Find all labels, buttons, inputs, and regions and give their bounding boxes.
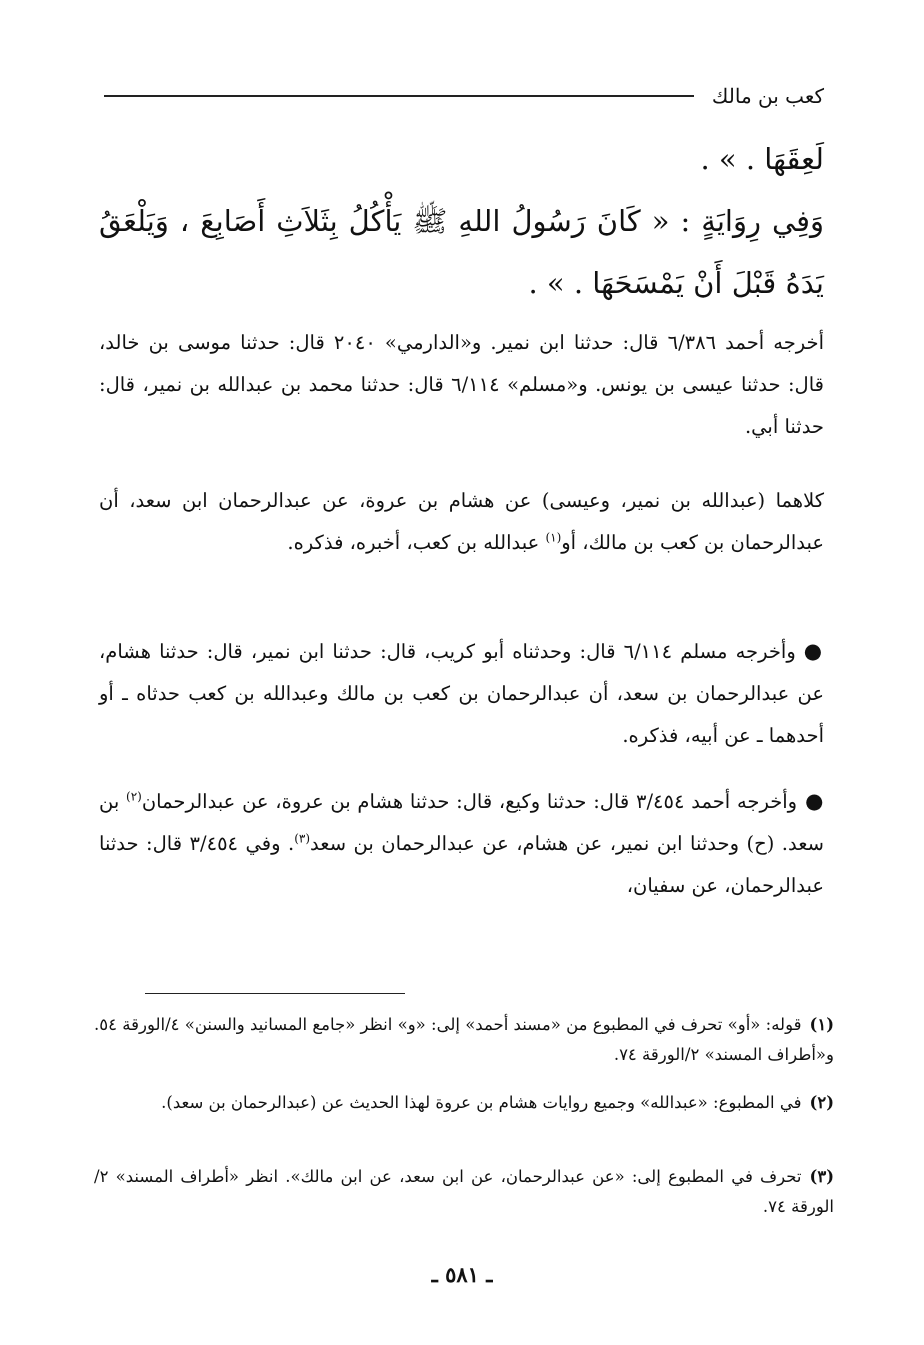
footnote-number: (٣) [809,1167,834,1186]
paragraph-2-text-b: عبدالله بن كعب، أخبره، فذكره. [287,531,546,554]
running-header [104,78,824,114]
footnote-ref-1: (١) [545,530,562,545]
header-rule [104,95,694,97]
footnote-1 [94,1010,834,1070]
page-number: ـ ٥٨١ ـ [431,1262,493,1287]
bullet-icon: ● [805,789,824,813]
hadith-text [99,128,824,314]
takhrij-paragraph-2 [99,480,824,564]
footnote-text: في المطبوع: «عبدالله» وجميع روايات هشام بن عروة لهذا الحديث عن (عبدالرحمان بن سعد). [161,1093,802,1112]
footnote-3 [94,1162,834,1222]
paragraph-4-text-c: . وفي ٣/٤٥٤ قال: حدثنا عبدالرحمان، عن سفيان، [99,832,824,897]
footnote-number: (١) [809,1015,834,1034]
hadith-line-continuation: لَعِقَهَا . » . [700,142,824,176]
paragraph-2-text-a: كلاهما (عبدالله بن نمير، وعيسى) عن هشام بن عروة، عن عبدالرحمان ابن سعد، أن عبدالرحمان بن كعب بن مالك، أو [99,489,824,554]
takhrij-paragraph-1: أخرجه أحمد ٦/٣٨٦ قال: حدثنا ابن نمير. و«الدارمي» ٢٠٤٠ قال: حدثنا موسى بن خالد، قال: حدثنا عيسى بن يونس. و«مسلم» ٦/١١٤ قال: حدثنا محمد بن عبدالله بن نمير، قال: حدثنا أبي. [99,331,825,438]
takhrij-paragraph-4 [99,780,824,907]
footnote-text: قوله: «أو» تحرف في المطبوع من «مسند أحمد» إلى: «و» انظر «جامع المسانيد والسنن» ٤/الورقة ٥٤. و«أطراف المسند» ٢/الورقة ٧٤. [94,1015,834,1064]
footnote-number: (٢) [809,1093,834,1112]
footnote-text: تحرف في المطبوع إلى: «عن عبدالرحمان، عن ابن سعد، عن ابن مالك». انظر «أطراف المسند» ٢/الورقة ٧٤. [94,1167,834,1216]
paragraph-4-text-a: وأخرجه أحمد ٣/٤٥٤ قال: حدثنا وكيع، قال: حدثنا هشام بن عروة، عن عبدالرحمان [141,790,798,813]
takhrij-paragraph-3 [99,630,824,757]
bullet-icon: ● [803,639,825,663]
footnote-separator [145,993,405,994]
hadith-riwaya: وَفِي رِوَايَةٍ : « كَانَ رَسُولُ اللهِ ﷺ يَأْكُلُ بِثَلاَثِ أَصَابِعَ ، وَيَلْعَقُ يَدَهُ قَبْلَ أَنْ يَمْسَحَهَا . » . [99,204,824,300]
footnote-2 [94,1088,834,1118]
header-title: كعب بن مالك [711,84,824,108]
paragraph-4-text-b: بن سعد. (ح) وحدثنا ابن نمير، عن هشام، عن عبدالرحمان بن سعد [99,790,824,855]
footnote-ref-2: (٢) [126,789,142,804]
footnote-ref-3: (٣) [294,831,311,846]
paragraph-3-text: وأخرجه مسلم ٦/١١٤ قال: وحدثناه أبو كريب، قال: حدثنا ابن نمير، قال: حدثنا هشام، عن عبدالرحمان بن سعد، أن عبدالرحمان بن كعب بن مالك وعبدالله بن كعب حدثاه ـ أو أحدهما ـ عن أبيه، فذكره. [99,640,824,747]
